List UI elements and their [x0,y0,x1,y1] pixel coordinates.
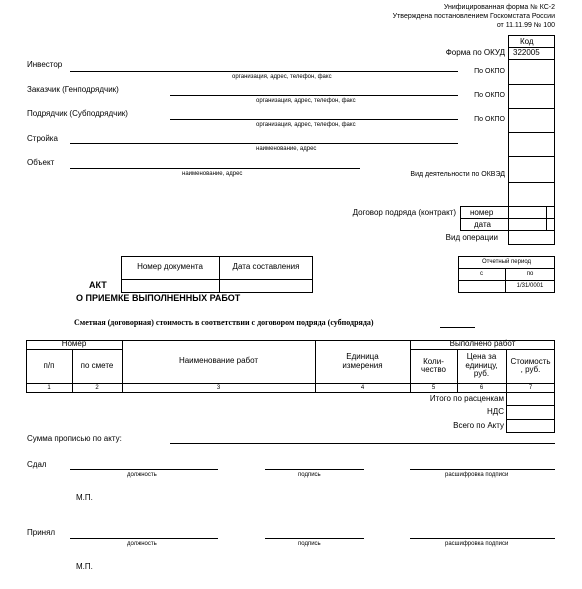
act-title: АКТ [89,280,107,290]
investor-label: Инвестор [27,60,63,69]
estimate-cost-label: Сметная (договорная) стоимость в соответствии с договором подряда (субподряда) [74,318,374,327]
col-num-2: 2 [95,384,99,391]
col-cost-line2: , руб. [520,365,541,374]
col-unit-line1: Единица [346,352,379,362]
contractor-field[interactable] [170,119,458,120]
col-work-name: Наименование работ [178,356,259,366]
okpo-customer-label: По ОКПО [474,92,505,99]
accepted-decoding-field[interactable] [410,538,555,539]
okved-label: Вид деятельности по ОКВЭД [410,171,505,178]
col-quantity-line1: Коли- [423,356,444,366]
form-approval-line: Утверждена постановлением Госкомстата России [392,13,555,20]
site-hint: наименование, адрес [256,146,317,152]
total-act-label: Всего по Акту [453,421,504,430]
contractor-hint: организация, адрес, телефон, факс [256,122,356,128]
sum-in-words-label: Сумма прописью по акту: [27,434,122,443]
code-header: Код [520,37,534,46]
col-unit-price [457,349,506,383]
customer-field[interactable] [170,95,458,96]
contract-label: Договор подряда (контракт) [352,208,456,217]
investor-hint: организация, адрес, телефон, факс [232,74,332,80]
handed-position-hint: должность [127,472,157,478]
accepted-position-field[interactable] [70,538,218,539]
okud-value[interactable]: 322005 [513,48,540,57]
total-by-rates-label: Итого по расценкам [429,394,504,403]
col-done-group: Выполнено работ [449,339,516,349]
accepted-position-hint: должность [127,541,157,547]
col-num-7: 7 [528,384,533,391]
handed-decoding-field[interactable] [410,469,555,470]
codes-column [508,35,555,245]
okpo-contractor-label: По ОКПО [474,116,505,123]
customer-label: Заказчик (Генподрядчик) [27,85,119,94]
object-hint: наименование, адрес [182,171,243,177]
accepted-signature-field[interactable] [265,538,364,539]
operation-type-label: Вид операции [445,233,498,242]
col-cost [506,349,555,383]
site-field[interactable] [70,143,458,144]
col-num-6: 6 [479,384,484,391]
vat-label: НДС [487,407,504,416]
form-code-line: Унифицированная форма № КС-2 [443,4,555,11]
act-subtitle: О ПРИЕМКЕ ВЫПОЛНЕННЫХ РАБОТ [76,293,241,303]
col-unit-price-line1: Цена за [466,352,497,362]
contract-date-label: дата [474,220,491,229]
object-label: Объект [27,158,55,167]
doc-number-header: Номер документа [137,262,203,272]
col-quantity [410,349,457,383]
period-to-label: по [526,270,534,277]
handed-position-field[interactable] [70,469,218,470]
col-unit-price-line3: руб. [473,369,490,379]
col-unit-line2: измерения [342,360,383,370]
col-unit [315,340,410,383]
contract-number-label: номер [470,208,494,217]
stamp-place-2: М.П. [76,562,93,571]
col-num-4: 4 [360,384,365,391]
estimate-cost-field[interactable] [440,327,475,328]
col-po-smete: по смете [80,360,114,370]
col-quantity-line2: чество [421,365,446,374]
accepted-label: Принял [27,528,56,537]
form-date-line: от 11.11.99 № 100 [496,22,555,29]
object-field[interactable] [70,168,360,169]
col-num-1: 1 [47,384,51,391]
col-num-5: 5 [431,384,436,391]
accepted-decoding-hint: расшифровка подписи [445,541,509,547]
okud-label: Форма по ОКУД [445,48,505,57]
stamp-place-1: М.П. [76,493,93,502]
sum-in-words-field[interactable] [170,443,555,444]
col-pp: п/п [43,360,55,370]
handed-over-label: Сдал [27,460,47,469]
handed-signature-field[interactable] [265,469,364,470]
col-cost-line1: Стоимость [510,356,551,366]
handed-signature-hint: подпись [298,472,321,478]
handed-decoding-hint: расшифровка подписи [445,472,509,478]
investor-field[interactable] [70,71,458,72]
col-unit-price-line2: единицу, [465,360,498,370]
totals-cells [506,392,555,433]
reporting-period-title: Отчетный период [481,258,532,265]
customer-hint: организация, адрес, телефон, факс [256,98,356,104]
doc-date-header: Дата составления [232,262,300,272]
period-from-label: с [480,270,483,277]
site-label: Стройка [27,134,58,143]
accepted-signature-hint: подпись [298,541,321,547]
period-to-value[interactable]: 1/31/0001 [516,283,544,290]
contractor-label: Подрядчик (Субподрядчик) [27,109,128,118]
col-num-3: 3 [216,384,221,391]
okpo-investor-label: По ОКПО [474,68,505,75]
col-number-group: Номер [61,339,87,349]
